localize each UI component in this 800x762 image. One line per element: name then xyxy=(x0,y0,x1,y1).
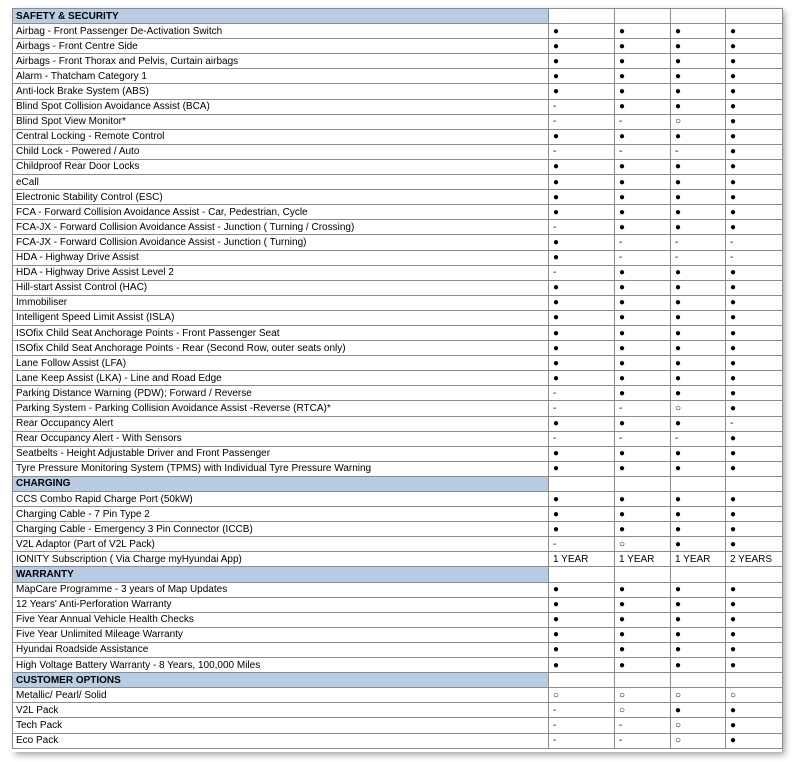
section-header-blank-cell xyxy=(615,567,671,582)
trim-4-standard-dot: ● xyxy=(726,356,783,371)
table-row xyxy=(13,220,783,235)
trim-2-standard-dot: ● xyxy=(615,175,671,190)
trim-1-standard-dot: ● xyxy=(549,582,615,597)
trim-1-standard-dot: ● xyxy=(549,190,615,205)
feature-label: Rear Occupancy Alert xyxy=(13,416,549,431)
section-title: CUSTOMER OPTIONS xyxy=(13,673,549,688)
trim-2-standard-dot: ● xyxy=(615,371,671,386)
trim-1-standard-dot: ● xyxy=(549,175,615,190)
trim-2-not-available-dash: - xyxy=(615,431,671,446)
trim-4-standard-dot: ● xyxy=(726,658,783,673)
section-header-blank-cell xyxy=(615,673,671,688)
trim-3-standard-dot: ● xyxy=(671,416,726,431)
trim-3-standard-dot: ● xyxy=(671,461,726,476)
trim-4-standard-dot: ● xyxy=(726,129,783,144)
feature-label: 12 Years' Anti-Perforation Warranty xyxy=(13,597,549,612)
section-header-blank-cell xyxy=(549,9,615,24)
table-row xyxy=(13,295,783,310)
trim-4-standard-dot: ● xyxy=(726,69,783,84)
trim-3-standard-dot: ● xyxy=(671,627,726,642)
trim-4-standard-dot: ● xyxy=(726,733,783,748)
trim-1-not-available-dash: - xyxy=(549,386,615,401)
trim-3-standard-dot: ● xyxy=(671,446,726,461)
trim-2-value-text: 1 YEAR xyxy=(615,552,671,567)
section-header-blank-cell xyxy=(549,476,615,491)
trim-2-standard-dot: ● xyxy=(615,69,671,84)
table-row xyxy=(13,642,783,657)
table-row xyxy=(13,522,783,537)
trim-1-standard-dot: ● xyxy=(549,295,615,310)
trim-1-not-available-dash: - xyxy=(549,733,615,748)
feature-label: Hyundai Roadside Assistance xyxy=(13,642,549,657)
table-row xyxy=(13,250,783,265)
trim-2-standard-dot: ● xyxy=(615,612,671,627)
table-row xyxy=(13,627,783,642)
trim-3-standard-dot: ● xyxy=(671,582,726,597)
section-title: SAFETY & SECURITY xyxy=(13,9,549,24)
trim-3-standard-dot: ● xyxy=(671,84,726,99)
section-header-blank-cell xyxy=(671,476,726,491)
feature-label: Tech Pack xyxy=(13,718,549,733)
trim-1-not-available-dash: - xyxy=(549,537,615,552)
trim-4-standard-dot: ● xyxy=(726,582,783,597)
trim-2-standard-dot: ● xyxy=(615,597,671,612)
trim-4-standard-dot: ● xyxy=(726,114,783,129)
trim-1-standard-dot: ● xyxy=(549,159,615,174)
table-row xyxy=(13,54,783,69)
trim-3-not-available-dash: - xyxy=(671,235,726,250)
trim-4-standard-dot: ● xyxy=(726,371,783,386)
trim-3-standard-dot: ● xyxy=(671,39,726,54)
feature-label: HDA - Highway Drive Assist xyxy=(13,250,549,265)
feature-label: Rear Occupancy Alert - With Sensors xyxy=(13,431,549,446)
feature-label: Hill-start Assist Control (HAC) xyxy=(13,280,549,295)
trim-1-standard-dot: ● xyxy=(549,341,615,356)
table-row xyxy=(13,431,783,446)
table-row xyxy=(13,371,783,386)
feature-label: High Voltage Battery Warranty - 8 Years, 100,000 Miles xyxy=(13,658,549,673)
trim-1-standard-dot: ● xyxy=(549,205,615,220)
trim-3-value-text: 1 YEAR xyxy=(671,552,726,567)
trim-3-standard-dot: ● xyxy=(671,341,726,356)
table-row xyxy=(13,235,783,250)
trim-4-standard-dot: ● xyxy=(726,280,783,295)
table-row xyxy=(13,401,783,416)
trim-3-standard-dot: ● xyxy=(671,371,726,386)
table-row xyxy=(13,461,783,476)
section-header-blank-cell xyxy=(726,9,783,24)
trim-2-not-available-dash: - xyxy=(615,718,671,733)
trim-1-standard-dot: ● xyxy=(549,325,615,340)
trim-4-standard-dot: ● xyxy=(726,461,783,476)
section-header-blank-cell xyxy=(671,9,726,24)
trim-2-standard-dot: ● xyxy=(615,265,671,280)
table-row xyxy=(13,552,783,567)
trim-2-standard-dot: ● xyxy=(615,220,671,235)
table-row xyxy=(13,341,783,356)
trim-4-not-available-dash: - xyxy=(726,250,783,265)
trim-1-standard-dot: ● xyxy=(549,597,615,612)
trim-4-standard-dot: ● xyxy=(726,446,783,461)
trim-1-standard-dot: ● xyxy=(549,492,615,507)
feature-label: Charging Cable - 7 Pin Type 2 xyxy=(13,507,549,522)
trim-3-standard-dot: ● xyxy=(671,522,726,537)
trim-2-not-available-dash: - xyxy=(615,733,671,748)
trim-3-optional-circle: ○ xyxy=(671,688,726,703)
trim-1-standard-dot: ● xyxy=(549,250,615,265)
trim-1-standard-dot: ● xyxy=(549,24,615,39)
trim-4-standard-dot: ● xyxy=(726,84,783,99)
trim-4-standard-dot: ● xyxy=(726,39,783,54)
trim-4-standard-dot: ● xyxy=(726,175,783,190)
trim-1-standard-dot: ● xyxy=(549,356,615,371)
feature-label: FCA-JX - Forward Collision Avoidance Assist - Junction ( Turning / Crossing) xyxy=(13,220,549,235)
trim-2-standard-dot: ● xyxy=(615,507,671,522)
trim-3-standard-dot: ● xyxy=(671,612,726,627)
trim-1-standard-dot: ● xyxy=(549,310,615,325)
trim-4-standard-dot: ● xyxy=(726,703,783,718)
equipment-table-body xyxy=(13,9,783,749)
trim-2-standard-dot: ● xyxy=(615,205,671,220)
feature-label: V2L Adaptor (Part of V2L Pack) xyxy=(13,537,549,552)
trim-3-standard-dot: ● xyxy=(671,492,726,507)
table-row xyxy=(13,84,783,99)
trim-3-standard-dot: ● xyxy=(671,280,726,295)
table-row xyxy=(13,492,783,507)
trim-3-optional-circle: ○ xyxy=(671,733,726,748)
table-row xyxy=(13,507,783,522)
trim-1-not-available-dash: - xyxy=(549,99,615,114)
feature-label: Airbag - Front Passenger De-Activation Switch xyxy=(13,24,549,39)
trim-2-standard-dot: ● xyxy=(615,492,671,507)
section-header-blank-cell xyxy=(549,567,615,582)
trim-4-standard-dot: ● xyxy=(726,522,783,537)
trim-3-not-available-dash: - xyxy=(671,250,726,265)
trim-4-standard-dot: ● xyxy=(726,642,783,657)
trim-1-standard-dot: ● xyxy=(549,522,615,537)
trim-4-not-available-dash: - xyxy=(726,416,783,431)
table-row xyxy=(13,582,783,597)
trim-4-standard-dot: ● xyxy=(726,341,783,356)
trim-2-standard-dot: ● xyxy=(615,310,671,325)
trim-3-standard-dot: ● xyxy=(671,597,726,612)
feature-label: V2L Pack xyxy=(13,703,549,718)
trim-3-standard-dot: ● xyxy=(671,642,726,657)
trim-1-not-available-dash: - xyxy=(549,220,615,235)
feature-label: Electronic Stability Control (ESC) xyxy=(13,190,549,205)
trim-2-standard-dot: ● xyxy=(615,84,671,99)
feature-label: ISOfix Child Seat Anchorage Points - Rear (Second Row, outer seats only) xyxy=(13,341,549,356)
table-row xyxy=(13,718,783,733)
trim-2-standard-dot: ● xyxy=(615,416,671,431)
trim-4-standard-dot: ● xyxy=(726,492,783,507)
trim-3-standard-dot: ● xyxy=(671,54,726,69)
trim-4-standard-dot: ● xyxy=(726,310,783,325)
trim-2-standard-dot: ● xyxy=(615,39,671,54)
trim-1-standard-dot: ● xyxy=(549,446,615,461)
trim-2-standard-dot: ● xyxy=(615,280,671,295)
trim-2-optional-circle: ○ xyxy=(615,703,671,718)
feature-label: Airbags - Front Centre Side xyxy=(13,39,549,54)
trim-4-standard-dot: ● xyxy=(726,205,783,220)
feature-label: Childproof Rear Door Locks xyxy=(13,159,549,174)
trim-1-standard-dot: ● xyxy=(549,54,615,69)
section-header-row xyxy=(13,567,783,582)
trim-2-standard-dot: ● xyxy=(615,99,671,114)
trim-2-standard-dot: ● xyxy=(615,446,671,461)
trim-2-not-available-dash: - xyxy=(615,401,671,416)
table-row xyxy=(13,612,783,627)
trim-3-standard-dot: ● xyxy=(671,325,726,340)
trim-1-standard-dot: ● xyxy=(549,69,615,84)
section-header-row xyxy=(13,673,783,688)
section-header-blank-cell xyxy=(549,673,615,688)
trim-1-standard-dot: ● xyxy=(549,507,615,522)
trim-3-standard-dot: ● xyxy=(671,175,726,190)
trim-2-standard-dot: ● xyxy=(615,325,671,340)
table-row xyxy=(13,416,783,431)
table-row xyxy=(13,658,783,673)
section-header-row xyxy=(13,476,783,491)
feature-label: Airbags - Front Thorax and Pelvis, Curtain airbags xyxy=(13,54,549,69)
trim-2-not-available-dash: - xyxy=(615,250,671,265)
trim-3-standard-dot: ● xyxy=(671,295,726,310)
trim-3-not-available-dash: - xyxy=(671,144,726,159)
trim-1-standard-dot: ● xyxy=(549,461,615,476)
trim-4-standard-dot: ● xyxy=(726,401,783,416)
feature-label: FCA - Forward Collision Avoidance Assist - Car, Pedestrian, Cycle xyxy=(13,205,549,220)
section-title: CHARGING xyxy=(13,476,549,491)
trim-1-not-available-dash: - xyxy=(549,114,615,129)
trim-3-standard-dot: ● xyxy=(671,658,726,673)
table-row xyxy=(13,39,783,54)
trim-4-optional-circle: ○ xyxy=(726,688,783,703)
table-row xyxy=(13,190,783,205)
feature-label: Tyre Pressure Monitoring System (TPMS) with Individual Tyre Pressure Warning xyxy=(13,461,549,476)
table-row xyxy=(13,265,783,280)
feature-label: Parking Distance Warning (PDW); Forward / Reverse xyxy=(13,386,549,401)
table-row xyxy=(13,144,783,159)
trim-1-standard-dot: ● xyxy=(549,612,615,627)
feature-label: Five Year Unlimited Mileage Warranty xyxy=(13,627,549,642)
trim-1-not-available-dash: - xyxy=(549,144,615,159)
feature-label: Seatbelts - Height Adjustable Driver and Front Passenger xyxy=(13,446,549,461)
trim-2-standard-dot: ● xyxy=(615,627,671,642)
table-row xyxy=(13,99,783,114)
table-row xyxy=(13,129,783,144)
trim-1-standard-dot: ● xyxy=(549,642,615,657)
trim-1-standard-dot: ● xyxy=(549,39,615,54)
trim-1-value-text: 1 YEAR xyxy=(549,552,615,567)
table-row xyxy=(13,386,783,401)
trim-2-standard-dot: ● xyxy=(615,159,671,174)
table-row xyxy=(13,24,783,39)
trim-3-standard-dot: ● xyxy=(671,386,726,401)
feature-label: Parking System - Parking Collision Avoidance Assist -Reverse (RTCA)* xyxy=(13,401,549,416)
section-header-row xyxy=(13,9,783,24)
trim-1-not-available-dash: - xyxy=(549,718,615,733)
trim-2-not-available-dash: - xyxy=(615,235,671,250)
trim-1-standard-dot: ● xyxy=(549,627,615,642)
trim-2-not-available-dash: - xyxy=(615,114,671,129)
trim-3-optional-circle: ○ xyxy=(671,114,726,129)
feature-label: Blind Spot View Monitor* xyxy=(13,114,549,129)
equipment-table xyxy=(12,8,783,749)
table-row xyxy=(13,205,783,220)
trim-3-standard-dot: ● xyxy=(671,537,726,552)
feature-label: Child Lock - Powered / Auto xyxy=(13,144,549,159)
table-row xyxy=(13,69,783,84)
trim-4-standard-dot: ● xyxy=(726,295,783,310)
table-row xyxy=(13,159,783,174)
trim-3-standard-dot: ● xyxy=(671,220,726,235)
trim-3-standard-dot: ● xyxy=(671,703,726,718)
trim-3-standard-dot: ● xyxy=(671,265,726,280)
feature-label: Blind Spot Collision Avoidance Assist (BCA) xyxy=(13,99,549,114)
trim-2-standard-dot: ● xyxy=(615,386,671,401)
feature-label: Metallic/ Pearl/ Solid xyxy=(13,688,549,703)
trim-4-standard-dot: ● xyxy=(726,54,783,69)
feature-label: ISOfix Child Seat Anchorage Points - Front Passenger Seat xyxy=(13,325,549,340)
feature-label: Charging Cable - Emergency 3 Pin Connector (ICCB) xyxy=(13,522,549,537)
trim-2-standard-dot: ● xyxy=(615,129,671,144)
section-header-blank-cell xyxy=(671,673,726,688)
spec-sheet xyxy=(12,8,782,752)
trim-3-standard-dot: ● xyxy=(671,190,726,205)
feature-label: Immobiliser xyxy=(13,295,549,310)
trim-1-standard-dot: ● xyxy=(549,235,615,250)
table-row xyxy=(13,310,783,325)
trim-2-standard-dot: ● xyxy=(615,658,671,673)
trim-4-standard-dot: ● xyxy=(726,627,783,642)
section-title: WARRANTY xyxy=(13,567,549,582)
trim-3-standard-dot: ● xyxy=(671,24,726,39)
trim-3-standard-dot: ● xyxy=(671,129,726,144)
trim-1-standard-dot: ● xyxy=(549,371,615,386)
feature-label: Eco Pack xyxy=(13,733,549,748)
feature-label: Lane Keep Assist (LKA) - Line and Road Edge xyxy=(13,371,549,386)
feature-label: Five Year Annual Vehicle Health Checks xyxy=(13,612,549,627)
trim-4-standard-dot: ● xyxy=(726,99,783,114)
section-header-blank-cell xyxy=(615,9,671,24)
section-header-blank-cell xyxy=(726,673,783,688)
feature-label: HDA - Highway Drive Assist Level 2 xyxy=(13,265,549,280)
section-header-blank-cell xyxy=(671,567,726,582)
trim-3-standard-dot: ● xyxy=(671,159,726,174)
table-row xyxy=(13,733,783,748)
table-row xyxy=(13,537,783,552)
trim-2-standard-dot: ● xyxy=(615,522,671,537)
trim-2-not-available-dash: - xyxy=(615,144,671,159)
trim-1-not-available-dash: - xyxy=(549,265,615,280)
trim-4-standard-dot: ● xyxy=(726,24,783,39)
feature-label: Alarm - Thatcham Category 1 xyxy=(13,69,549,84)
trim-4-standard-dot: ● xyxy=(726,612,783,627)
trim-4-standard-dot: ● xyxy=(726,325,783,340)
trim-3-standard-dot: ● xyxy=(671,99,726,114)
feature-label: Central Locking - Remote Control xyxy=(13,129,549,144)
trim-2-standard-dot: ● xyxy=(615,295,671,310)
trim-3-optional-circle: ○ xyxy=(671,718,726,733)
trim-4-standard-dot: ● xyxy=(726,265,783,280)
trim-1-not-available-dash: - xyxy=(549,401,615,416)
feature-label: IONITY Subscription ( Via Charge myHyundai App) xyxy=(13,552,549,567)
trim-4-standard-dot: ● xyxy=(726,159,783,174)
table-row xyxy=(13,597,783,612)
trim-4-standard-dot: ● xyxy=(726,144,783,159)
table-row xyxy=(13,703,783,718)
trim-4-standard-dot: ● xyxy=(726,220,783,235)
trim-2-standard-dot: ● xyxy=(615,341,671,356)
trim-4-standard-dot: ● xyxy=(726,386,783,401)
trim-2-standard-dot: ● xyxy=(615,356,671,371)
feature-label: Anti-lock Brake System (ABS) xyxy=(13,84,549,99)
trim-2-standard-dot: ● xyxy=(615,24,671,39)
table-row xyxy=(13,114,783,129)
table-row xyxy=(13,356,783,371)
trim-1-not-available-dash: - xyxy=(549,703,615,718)
trim-1-standard-dot: ● xyxy=(549,129,615,144)
feature-label: Lane Follow Assist (LFA) xyxy=(13,356,549,371)
table-row xyxy=(13,325,783,340)
trim-2-standard-dot: ● xyxy=(615,582,671,597)
trim-2-standard-dot: ● xyxy=(615,190,671,205)
section-header-blank-cell xyxy=(726,476,783,491)
trim-4-standard-dot: ● xyxy=(726,718,783,733)
trim-4-standard-dot: ● xyxy=(726,431,783,446)
feature-label: CCS Combo Rapid Charge Port (50kW) xyxy=(13,492,549,507)
trim-1-standard-dot: ● xyxy=(549,416,615,431)
trim-3-standard-dot: ● xyxy=(671,69,726,84)
trim-4-standard-dot: ● xyxy=(726,507,783,522)
trim-3-standard-dot: ● xyxy=(671,356,726,371)
trim-4-not-available-dash: - xyxy=(726,235,783,250)
table-row xyxy=(13,280,783,295)
trim-4-standard-dot: ● xyxy=(726,190,783,205)
trim-1-optional-circle: ○ xyxy=(549,688,615,703)
trim-3-standard-dot: ● xyxy=(671,507,726,522)
trim-1-standard-dot: ● xyxy=(549,84,615,99)
trim-1-standard-dot: ● xyxy=(549,658,615,673)
feature-label: FCA-JX - Forward Collision Avoidance Assist - Junction ( Turning) xyxy=(13,235,549,250)
trim-4-standard-dot: ● xyxy=(726,537,783,552)
table-row xyxy=(13,446,783,461)
table-row xyxy=(13,175,783,190)
trim-2-standard-dot: ● xyxy=(615,54,671,69)
feature-label: eCall xyxy=(13,175,549,190)
trim-4-value-text: 2 YEARS xyxy=(726,552,783,567)
feature-label: MapCare Programme - 3 years of Map Updates xyxy=(13,582,549,597)
trim-2-optional-circle: ○ xyxy=(615,537,671,552)
trim-4-standard-dot: ● xyxy=(726,597,783,612)
trim-3-optional-circle: ○ xyxy=(671,401,726,416)
trim-2-optional-circle: ○ xyxy=(615,688,671,703)
feature-label: Intelligent Speed Limit Assist (ISLA) xyxy=(13,310,549,325)
trim-3-standard-dot: ● xyxy=(671,310,726,325)
trim-3-standard-dot: ● xyxy=(671,205,726,220)
table-row xyxy=(13,688,783,703)
trim-1-not-available-dash: - xyxy=(549,431,615,446)
trim-1-standard-dot: ● xyxy=(549,280,615,295)
section-header-blank-cell xyxy=(726,567,783,582)
trim-2-standard-dot: ● xyxy=(615,461,671,476)
trim-3-not-available-dash: - xyxy=(671,431,726,446)
section-header-blank-cell xyxy=(615,476,671,491)
trim-2-standard-dot: ● xyxy=(615,642,671,657)
